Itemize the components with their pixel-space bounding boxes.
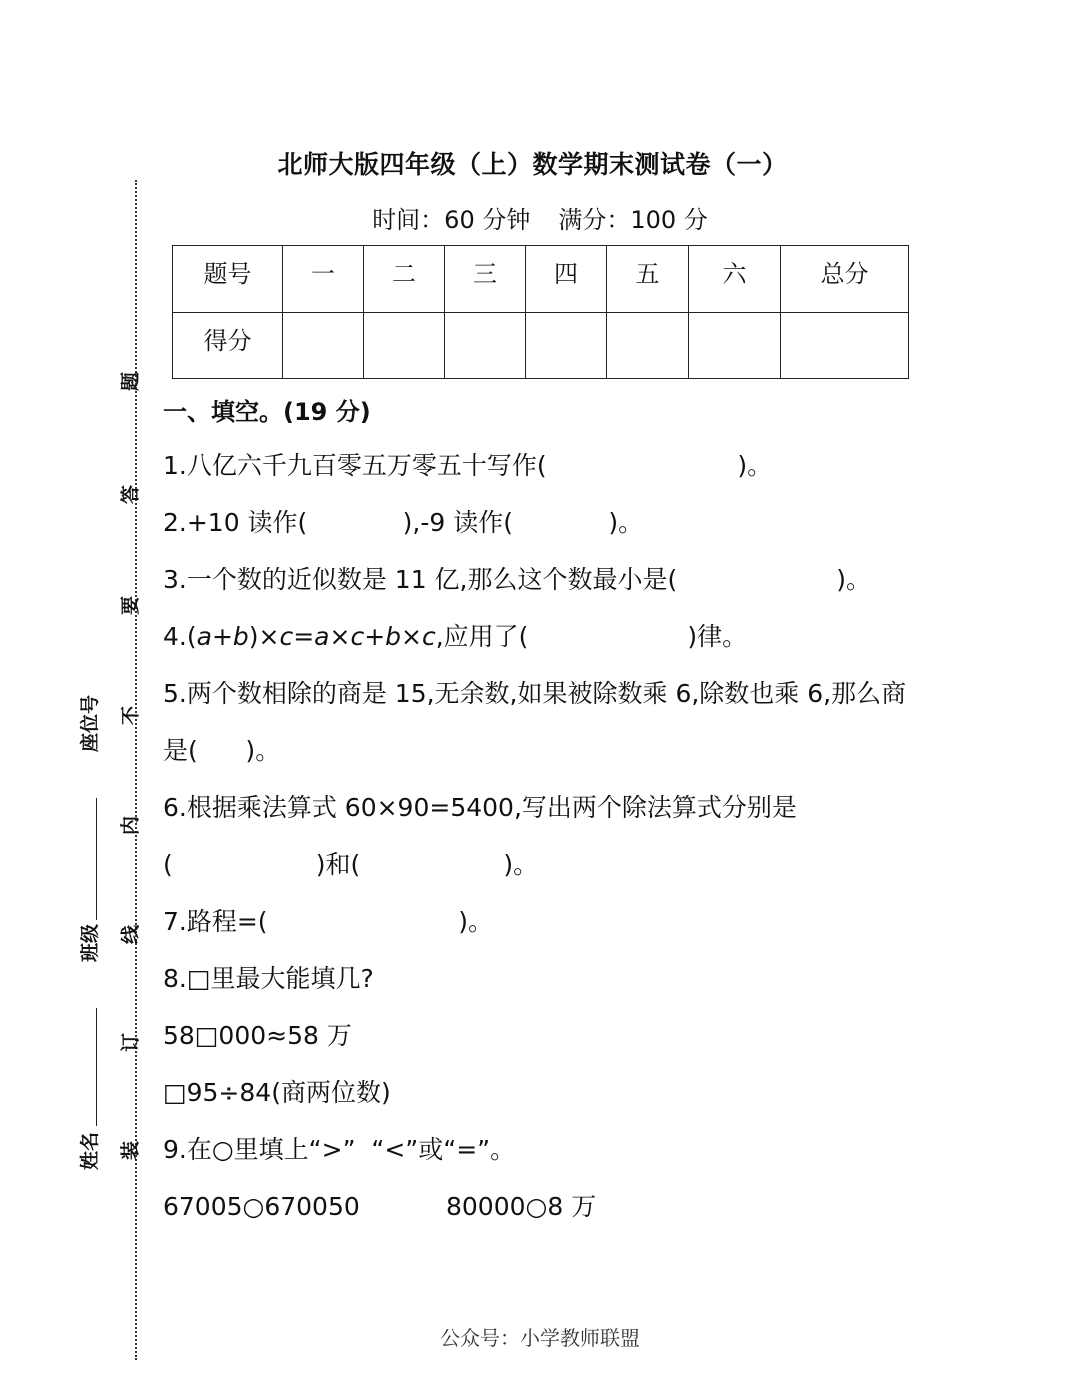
question-6-line-2: ( )和( )。 (163, 850, 539, 879)
seal-char-2: 答 (119, 485, 142, 505)
q4-equals: = (293, 622, 315, 651)
score-table (172, 245, 909, 379)
q4-var-c: c (279, 622, 294, 651)
class-write-line (96, 798, 97, 920)
header-cell-3: 三 (445, 246, 526, 313)
seal-char-8: 装 (119, 1141, 142, 1161)
question-4 (163, 621, 747, 654)
q4-var-c2: c (350, 622, 365, 651)
score-row-label: 得分 (173, 312, 283, 379)
seal-char-4: 不 (119, 706, 142, 726)
q4-times: × (329, 622, 351, 651)
seal-char-1: 题 (119, 372, 142, 392)
exam-title: 北师大版四年级（上）数学期末测试卷（一） (277, 150, 788, 179)
name-label: 姓名 (79, 1131, 101, 1170)
header-cell-number: 题号 (173, 246, 283, 313)
question-9: 9.在○里填上“>” “<”或“=”。 (163, 1135, 516, 1164)
exam-subtitle (0, 200, 1080, 235)
question-9-item-a: 67005○670050 (163, 1192, 360, 1221)
question-8: 8.□里最大能填几? (163, 964, 374, 993)
question-5-line-2: 是( )。 (163, 736, 281, 765)
q4-var-b: b (232, 622, 249, 651)
question-8-item-b: □95÷84(商两位数) (163, 1078, 391, 1107)
q4-var-a2: a (314, 622, 330, 651)
question-6-line-1: 6.根据乘法算式 60×90=5400,写出两个除法算式分别是 (163, 793, 797, 822)
question-8-item-a: 58□000≈58 万 (163, 1021, 352, 1050)
score-cell-1 (283, 312, 364, 379)
section-heading: 一、填空。(19 分) (163, 398, 371, 426)
question-5-line-1: 5.两个数相除的商是 15,无余数,如果被除数乘 6,除数也乘 6,那么商 (163, 679, 907, 708)
q4-var-b2: b (385, 622, 402, 651)
name-write-line (96, 1008, 97, 1126)
q4-times2: × (401, 622, 422, 651)
question-2: 2.+10 读作( ),-9 读作( )。 (163, 508, 644, 537)
time-limit: 时间：60 分钟 (372, 206, 531, 234)
header-cell-5: 五 (607, 246, 689, 313)
q4-prefix: 4.( (163, 622, 197, 651)
full-score: 满分：100 分 (558, 206, 708, 234)
q4-close-times: )× (248, 622, 280, 651)
score-table-score-row (173, 312, 909, 379)
question-9-item-b: 80000○8 万 (446, 1192, 597, 1221)
question-3: 3.一个数的近似数是 11 亿,那么这个数最小是( )。 (163, 565, 871, 594)
header-cell-4: 四 (526, 246, 607, 313)
header-cell-1: 一 (283, 246, 364, 313)
header-cell-2: 二 (364, 246, 445, 313)
seat-number-label: 座位号 (79, 694, 101, 752)
class-label: 班级 (79, 923, 101, 962)
question-1: 1.八亿六千九百零五万零五十写作( )。 (163, 451, 773, 480)
seal-char-6: 线 (119, 925, 142, 945)
q4-var-a: a (196, 622, 212, 651)
seal-char-7: 订 (119, 1033, 142, 1053)
q4-plus: + (211, 622, 233, 651)
footer-watermark: 公众号：小学教师联盟 (440, 1326, 640, 1350)
score-cell-total (781, 312, 909, 379)
q4-var-c3: c (421, 622, 436, 651)
header-cell-total: 总分 (781, 246, 909, 313)
seal-char-3: 要 (119, 596, 142, 616)
binding-dotted-line (135, 180, 137, 1360)
score-cell-6 (689, 312, 781, 379)
q4-plus2: + (364, 622, 386, 651)
q4-suffix: ,应用了( )律。 (435, 622, 748, 651)
seal-char-5: 内 (119, 816, 142, 836)
question-7: 7.路程=( )。 (163, 907, 494, 936)
score-cell-3 (445, 312, 526, 379)
score-cell-2 (364, 312, 445, 379)
header-cell-6: 六 (689, 246, 781, 313)
score-cell-5 (607, 312, 689, 379)
score-table-header-row (173, 246, 909, 313)
score-cell-4 (526, 312, 607, 379)
